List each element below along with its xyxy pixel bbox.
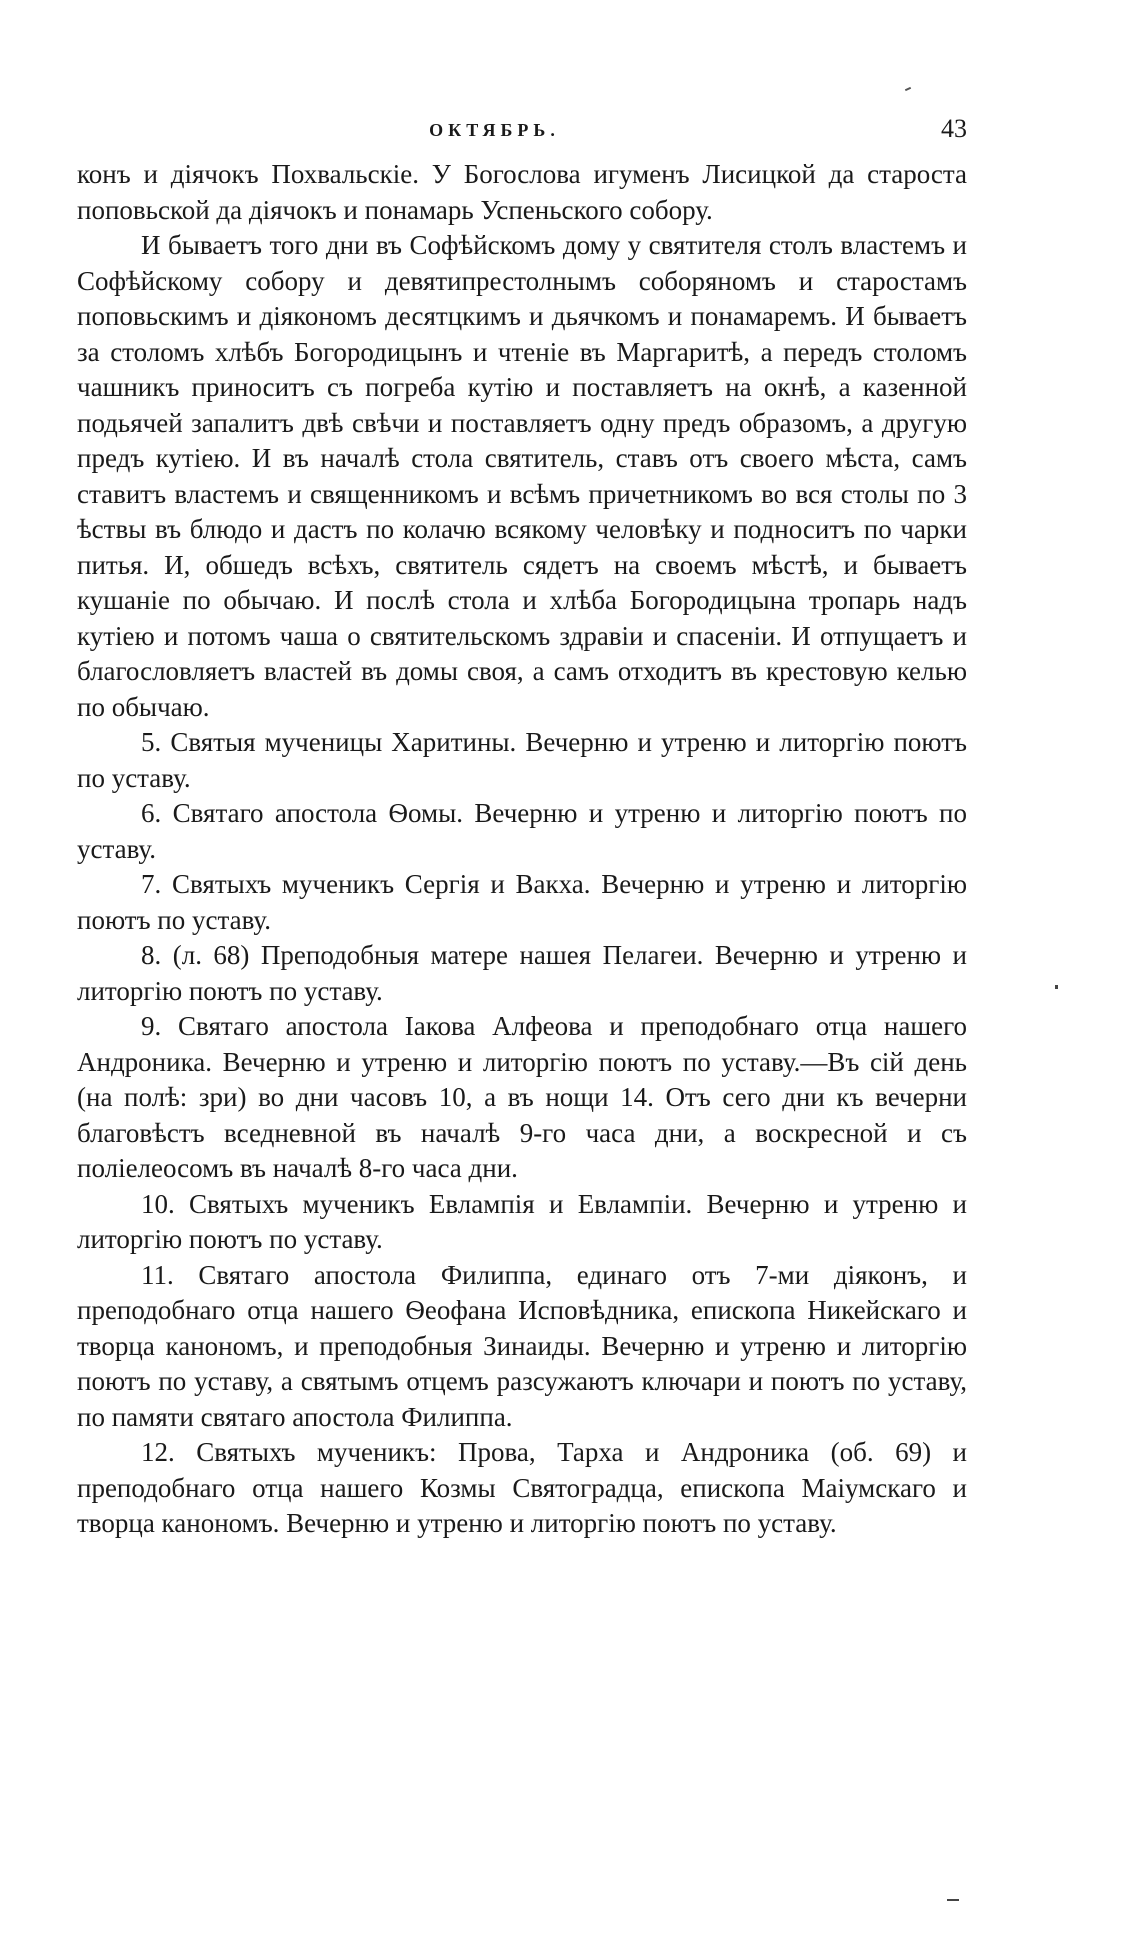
ink-speck-margin [1055, 985, 1058, 989]
paragraph-day-6: 6. Святаго апостола Ѳомы. Вечерню и утреню и литоргiю поютъ по уставу. [77, 798, 967, 864]
paragraph-feast-meal: И бываетъ того дни въ Софѣйскомъ дому у святителя столъ властемъ и Софѣйскому собору и девятипрестолнымъ соборяномъ и старостамъ поповьскимъ и дiякономъ десятцкимъ и дьячкомъ и понамаремъ. И бываетъ за столомъ хлѣбъ Богородицынъ и чтенiе въ Маргаритѣ, а передъ столомъ чашникъ приноситъ съ погреба кутiю и поставляетъ на окнѣ, а казенной подьячей запалитъ двѣ свѣчи и поставляетъ одну предъ образомъ, а другую предъ кутiею. И въ началѣ стола святитель, ставъ отъ своего мѣста, самъ ставитъ властемъ и священникомъ и всѣмъ причетникомъ во вся столы по 3 ѣствы въ блюдо и дастъ по колачю всякому человѣку и подноситъ по чарки питья. И, обшедъ всѣхъ, святитель сядетъ на своемъ мѣстѣ, и бываетъ кушанiе по обычаю. И послѣ стола и хлѣба Богородицына тропарь надъ кутiею и потомъ чаша о святительскомъ здравiи и спасенiи. И отпущаетъ и благословляетъ властей въ домы своя, а самъ отходитъ въ крестовую келью по обычаю. [77, 230, 967, 722]
book-page [77, 100, 967, 1542]
ink-speck-bottom [947, 1899, 959, 1901]
paragraph-day-12: 12. Святыхъ мученикъ: Прова, Тарха и Андроника (об. 69) и преподобнаго отца нашего Козмы Святоградца, епископа Маiумскаго и творца канономъ. Вечерню и утреню и литоргiю поютъ по уставу. [77, 1437, 967, 1538]
paragraph-day-5: 5. Святыя мученицы Харитины. Вечерню и утреню и литоргiю поютъ по уставу. [77, 727, 967, 793]
paragraph-day-9: 9. Святаго апостола Iакова Алфеова и преподобнаго отца нашего Андроника. Вечерню и утреню и литоргiю поютъ по уставу.—Въ сiй день (на полѣ: зри) во дни часовъ 10, а въ нощи 14. Отъ сего дни къ вечерни благовѣстъ вседневной въ началѣ 9-го часа дни, а воскресной и съ полiелеосомъ въ началѣ 8-го часа дни. [77, 1011, 967, 1183]
paragraph-day-8: 8. (л. 68) Преподобныя матере нашея Пелагеи. Вечерню и утреню и литоргiю поютъ по уставу. [77, 940, 967, 1006]
paragraph-day-10: 10. Святыхъ мученикъ Евлампiя и Евлампiи. Вечерню и утреню и литоргiю поютъ по уставу. [77, 1188, 967, 1254]
body-text [77, 157, 967, 1542]
paragraph-continuation: конъ и дiячокъ Похвальскiе. У Богослова игуменъ Лисицкой да староста поповьской да дiячокъ и понамарь Успеньского собору. [77, 159, 967, 225]
paragraph-day-7: 7. Святыхъ мученикъ Сергiя и Вакха. Вечерню и утреню и литоргiю поютъ по уставу. [77, 869, 967, 935]
ink-speck-top [905, 87, 911, 91]
page-number: 43 [941, 114, 967, 143]
running-title: ОКТЯБРЬ. [429, 120, 560, 140]
running-head [77, 100, 967, 150]
paragraph-day-11: 11. Святаго апостола Филиппа, единаго отъ 7-ми дiяконъ, и преподобнаго отца нашего Ѳеофана Исповѣдника, епископа Никейскаго и творца канономъ, и преподобныя Зинаиды. Вечерню и утреню и литоргiю поютъ по уставу, а святымъ отцемъ разсужаютъ ключари и поютъ по уставу, по памяти святаго апостола Филиппа. [77, 1259, 967, 1432]
